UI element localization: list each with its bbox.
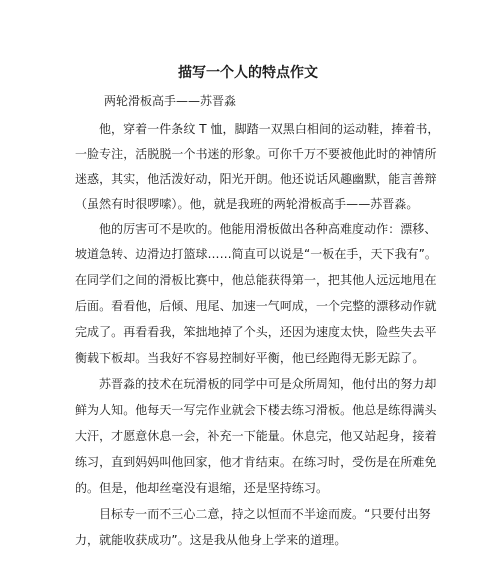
document-title: 描写一个人的特点作文 xyxy=(178,65,318,81)
paragraph-2-line-6: 衡载下板却。当我好不容易控制好平衡，他已经跑得无影无踪了。 xyxy=(75,351,425,365)
paragraph-3-line-5: 的。但是，他却丝毫没有退缩，还是坚持练习。 xyxy=(75,481,329,495)
paragraph-3-line-1: 苏晋淼的技术在玩滑板的同学中可是众所周知，他付出的努力却 xyxy=(99,377,437,391)
paragraph-4-line-2: 力，就能收获成功”。这是我从他身上学来的道理。 xyxy=(75,533,347,547)
document-subtitle: 两轮滑板高手——苏晋淼 xyxy=(104,94,237,108)
paragraph-2-line-2: 坡道急转、边滑边打篮球……简直可以说是“一板在手，天下我有”。 xyxy=(75,247,437,261)
paragraph-1-line-1: 他，穿着一件条纹 T 恤，脚踏一双黑白相间的运动鞋，捧着书， xyxy=(99,122,440,136)
paragraph-1-line-2: 一脸专注，活脱脱一个书迷的形象。可你千万不要被他此时的神情所 xyxy=(75,147,437,161)
paragraph-2-line-3: 在同学们之间的滑板比赛中，他总能获得第一，把其他人远远地甩在 xyxy=(75,273,437,287)
paragraph-3-line-2: 鲜为人知。他每天一写完作业就会下楼去练习滑板。他总是练得满头 xyxy=(75,403,437,417)
paragraph-3-line-3: 大汗，才愿意休息一会，补充一下能量。休息完，他又站起身，接着 xyxy=(75,429,437,443)
paragraph-3-line-4: 练习，直到妈妈叫他回家，他才肯结束。在练习时，受伤是在所难免 xyxy=(75,455,437,469)
paragraph-2-line-1: 他的厉害可不是吹的。他能用滑板做出各种高难度动作：漂移、 xyxy=(99,222,437,236)
paragraph-2-line-5: 完成了。再看看我，笨拙地掉了个头，还因为速度太快，险些失去平 xyxy=(75,325,437,339)
paragraph-2-line-4: 后面。看看他，后倾、甩尾、加速一气呵成，一个完整的漂移动作就 xyxy=(75,299,437,313)
paragraph-4-line-1: 目标专一而不三心二意，持之以恒而不半途而废。“只要付出努 xyxy=(99,507,431,521)
paragraph-1-line-3: 迷惑，其实，他活泼好动，阳光开朗。他还说话风趣幽默，能言善辩 xyxy=(75,172,437,186)
paragraph-1-line-4: （虽然有时很啰嗦）。他，就是我班的两轮滑板高手——苏晋淼。 xyxy=(75,197,419,211)
